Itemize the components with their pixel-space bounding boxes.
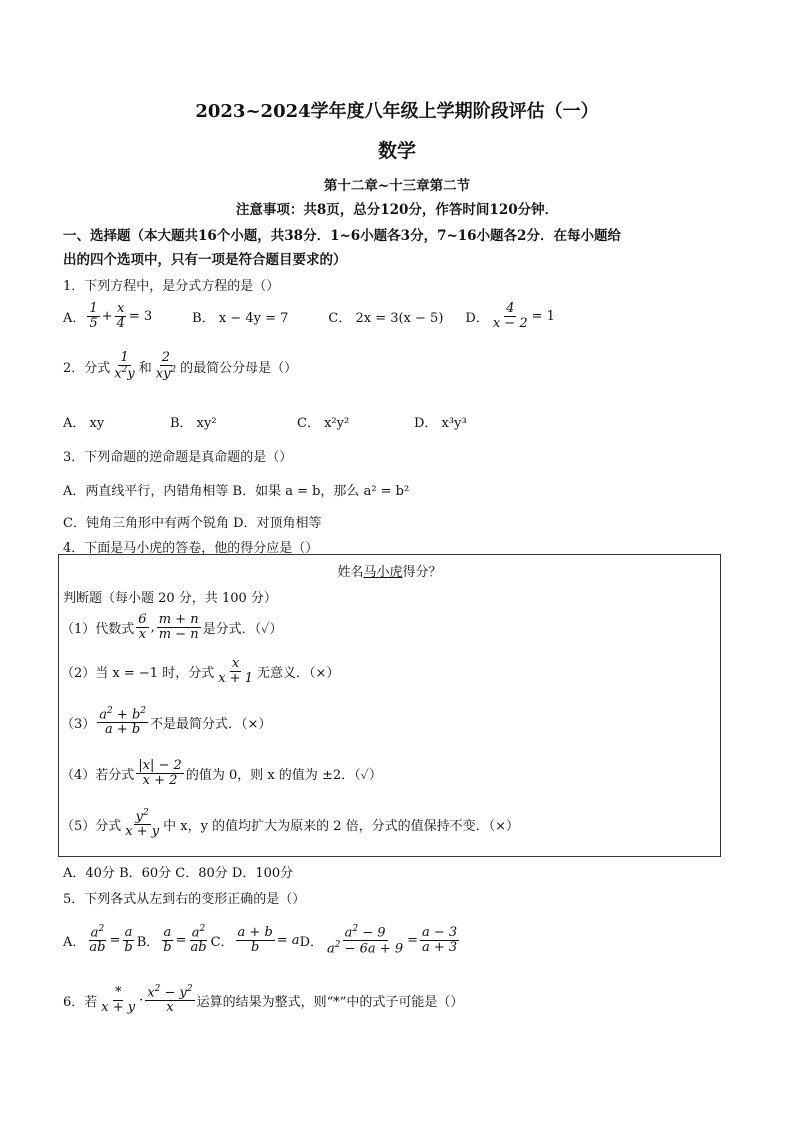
item-3: （3） $\frac{a^2 + b^2}{a + b}$ 不是最简分式．（×） [61,706,272,738]
section-heading-line1: 一、选择题（本大题共16个小题，共38分．1~6小题各3分，7~16小题各2分．在每小题给 [63,228,621,244]
q3-options-cd: C．钝角三角形中有两个锐角 D．对顶角相等 [63,516,322,531]
q2-stem: 2．分式 $\frac{1}{x^2y}$ 和 $\frac{2}{xy^2}$ 的最简公分母是（） [63,350,298,382]
subject-title: 数学 [377,140,416,162]
item-5: （5）分式 $\frac{y^2}{x + y}$ 中 x，y 的值均扩大为原来的 2 倍，分式的值保持不变．（×） [61,808,519,840]
q1-option-d-label: D． [465,310,489,326]
q1-a-frac1: $\frac{1}{5}$ [89,300,98,331]
q3-options-ab: A．两直线平行，内错角相等 B．如果 a = b，那么 a² = b² [63,484,410,499]
q1-stem: 1．下列方程中，是分式方程的是（） [63,279,280,294]
item-1: （1）代数式 $\frac{6}{x}$ , $\frac{m + n}{m - n}$ 是分式．（✓） [61,611,283,642]
q2-option-c: C． x²y² [297,416,350,431]
q6-stem: 6．若 $\frac{*}{x + y}$ · $\frac{x^2 - y^2}{x}$ 运算的结果为整式，则“*”中的式子可能是（） [63,984,464,1016]
q3-stem: 3．下列命题的逆命题是真命题的是（） [63,450,293,465]
q1-options: A． $\frac{1}{5}$ + $\frac{x}{4}$ = 3 B． x − 4y = 7 C． 2x = 3(x − 5) D． $\frac{4}{x - 2}$ = 1 [63,300,555,331]
q1-d-frac: $\frac{4}{x - 2}$ [492,300,528,331]
q5-stem: 5．下列各式从左到右的变形正确的是（） [63,892,306,907]
notice-line: 注意事项：共8页，总分120分，作答时间120分钟． [235,202,559,218]
item-4: （4）若分式 $\frac{|x| - 2}{x + 2}$ 的值为 0，则 x 的值为 ±2．（✓） [61,757,382,788]
q4-options: A．40分 B．60分 C．80分 D．100分 [63,866,294,881]
q4-stem: 4．下面是马小虎的答卷，他的得分应是（） [63,541,319,556]
q1-option-c: C． 2x = 3(x − 5) [328,310,444,326]
answer-sheet-intro: 判断题（每小题 20 分，共 100 分） [63,591,277,606]
section-heading-line2: 出的四个选项中，只有一项是符合题目要求的） [63,252,347,268]
item-2: （2）当 x = −1 时，分式 $\frac{x}{x + 1}$ 无意义．（×） [61,655,340,686]
q1-a-frac2: $\frac{x}{4}$ [116,300,125,331]
q2-option-d: D． x³y³ [414,416,467,431]
q1-option-b: B． x − 4y = 7 [192,310,289,326]
answer-sheet-header: 姓名马小虎得分？ [337,565,442,580]
q5-options: A． $\frac{a^2}{ab}$ = $\frac{a}{b}$ B． $\frac{a}{b}$ = $\frac{a^2}{ab}$ C． $\frac{a + b}{b}$ = a D． $\frac{a^2 - 9}{a^2 - 6a + 9}$ = $\frac{a - 3}{a + 3}$ [63,923,458,956]
scope-line: 第十二章~十三章第二节 [323,178,471,194]
page-title: 2023~2024学年度八年级上学期阶段评估（一） [195,101,599,122]
q2-option-a: A． xy [63,416,105,431]
answer-sheet-box [58,554,721,857]
q2-option-b: B． xy² [170,416,217,431]
q1-option-a-label: A． [63,310,86,326]
